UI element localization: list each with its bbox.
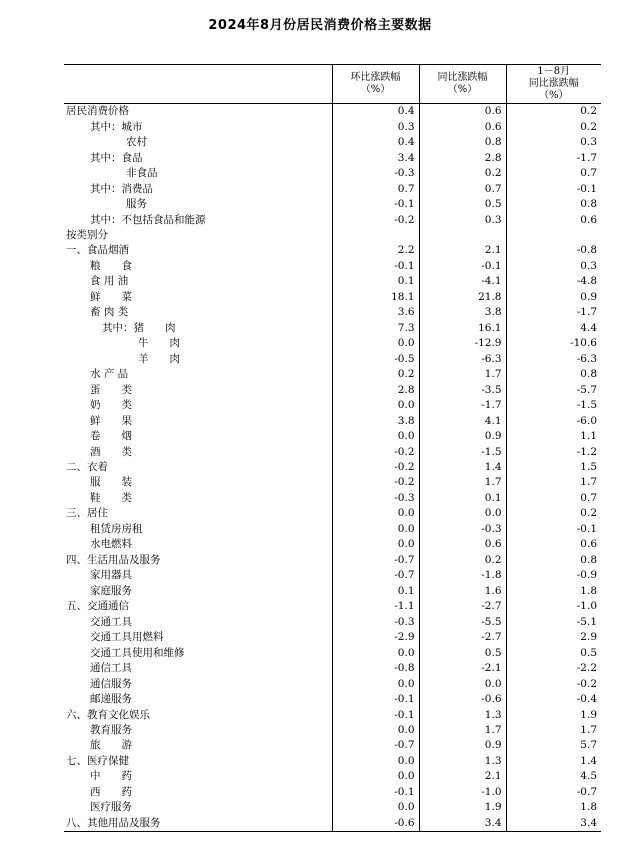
row-label: 粮 食: [64, 259, 332, 274]
month-on-month-value: 0.0: [332, 723, 419, 738]
row-label: 中 药: [64, 769, 332, 784]
month-on-month-value: 7.3: [332, 321, 419, 336]
table-row: [64, 212, 601, 227]
table-row: [64, 645, 601, 660]
month-on-month-value: -0.5: [332, 352, 419, 367]
row-label: 一、食品烟酒: [64, 243, 332, 258]
year-on-year-value: 2.1: [419, 243, 506, 258]
month-on-month-value: 2.2: [332, 243, 419, 258]
year-to-date-value: -0.9: [576, 569, 597, 582]
year-on-year-value: -1.8: [419, 568, 506, 583]
row-label: 奶 类: [64, 398, 332, 413]
page-title: 2024年8月份居民消费价格主要数据: [208, 18, 432, 33]
month-on-month-value: 0.0: [332, 429, 419, 444]
row-label: 非食品: [64, 166, 332, 181]
table-row: [64, 506, 601, 521]
row-label: 家庭服务: [64, 584, 332, 599]
month-on-month-value: 3.4: [332, 150, 419, 165]
year-on-year-value: 2.1: [419, 769, 506, 784]
row-label: 按类别分: [64, 228, 332, 243]
year-to-date-value: 1.4: [580, 754, 597, 767]
year-on-year-value: -5.5: [419, 614, 506, 629]
year-to-date-value: -0.8: [576, 244, 597, 257]
row-label: 旅 游: [64, 738, 332, 753]
year-to-date-value: 1.5: [580, 461, 597, 474]
row-label: 畜 肉 类: [64, 305, 332, 320]
year-to-date-value: -1.2: [576, 445, 597, 458]
year-on-year-value: -2.1: [419, 661, 506, 676]
year-on-year-value: -6.3: [419, 352, 506, 367]
year-on-year-value: 0.3: [419, 212, 506, 227]
year-on-year-value: 0.2: [419, 166, 506, 181]
header-ytd-line2: 同比涨跌幅: [528, 78, 579, 89]
year-on-year-value: 0.6: [419, 537, 506, 552]
month-on-month-value: 0.3: [332, 119, 419, 134]
row-label: 其中：猪 肉: [64, 321, 332, 336]
year-on-year-value: -1.0: [419, 785, 506, 800]
table-row: [64, 181, 601, 196]
table-row: [64, 553, 601, 568]
table-row: [64, 150, 601, 165]
table-row: [64, 661, 601, 676]
row-label: 其中：城市: [64, 119, 332, 134]
year-to-date-value: 1.8: [580, 801, 597, 814]
month-on-month-value: 0.0: [332, 506, 419, 521]
table-row: [64, 816, 601, 832]
month-on-month-value: [332, 228, 419, 243]
table-row: [64, 692, 601, 707]
header-yoy: [419, 65, 506, 104]
year-to-date-value: 0.2: [580, 507, 597, 520]
header-mom: [332, 65, 419, 104]
row-label: 三、居住: [64, 506, 332, 521]
year-on-year-value: 0.2: [419, 553, 506, 568]
table-row: [64, 135, 601, 150]
month-on-month-value: 0.1: [332, 584, 419, 599]
year-on-year-value: -0.3: [419, 522, 506, 537]
row-label: 食 用 油: [64, 274, 332, 289]
table-row: [64, 522, 601, 537]
year-on-year-value: 3.8: [419, 305, 506, 320]
table-row: [64, 228, 601, 243]
row-label: 教育服务: [64, 723, 332, 738]
row-label: 其中：食品: [64, 150, 332, 165]
month-on-month-value: 0.0: [332, 537, 419, 552]
year-on-year-value: 1.9: [419, 800, 506, 815]
year-to-date-value: -1.5: [576, 399, 597, 412]
year-to-date-value: 0.9: [580, 290, 597, 303]
table-row: [64, 460, 601, 475]
year-on-year-value: -0.1: [419, 259, 506, 274]
month-on-month-value: 0.2: [332, 367, 419, 382]
year-on-year-value: 0.0: [419, 676, 506, 691]
month-on-month-value: 3.8: [332, 413, 419, 428]
year-on-year-value: 16.1: [419, 321, 506, 336]
year-to-date-value: -6.0: [576, 414, 597, 427]
table-row: [64, 352, 601, 367]
year-on-year-value: 1.4: [419, 460, 506, 475]
row-label: 西 药: [64, 785, 332, 800]
month-on-month-value: 0.0: [332, 522, 419, 537]
row-label: 蛋 类: [64, 382, 332, 397]
table-body: [64, 104, 601, 832]
table-row: [64, 491, 601, 506]
month-on-month-value: -0.7: [332, 553, 419, 568]
row-label: 五、交通通信: [64, 599, 332, 614]
row-label: 鲜 菜: [64, 290, 332, 305]
year-to-date-value: [506, 228, 601, 243]
year-on-year-value: 1.7: [419, 367, 506, 382]
row-label: 医疗服务: [64, 800, 332, 815]
year-to-date-value: 3.4: [506, 816, 601, 832]
year-to-date-value: -5.7: [576, 383, 597, 396]
year-on-year-value: -1.5: [419, 444, 506, 459]
table-row: [64, 614, 601, 629]
year-to-date-value: -1.0: [576, 600, 597, 613]
row-label: 四、生活用品及服务: [64, 553, 332, 568]
table-row: [64, 723, 601, 738]
row-label: 七、医疗保健: [64, 754, 332, 769]
month-on-month-value: 3.6: [332, 305, 419, 320]
month-on-month-value: 0.0: [332, 800, 419, 815]
year-to-date-value: 0.7: [580, 491, 597, 504]
year-on-year-value: -12.9: [419, 336, 506, 351]
year-on-year-value: 0.6: [419, 104, 506, 120]
year-to-date-value: 0.6: [580, 213, 597, 226]
year-to-date-value: 4.4: [580, 321, 597, 334]
year-on-year-value: 4.1: [419, 413, 506, 428]
year-to-date-value: 0.6: [580, 538, 597, 551]
year-to-date-value: 5.7: [580, 739, 597, 752]
row-label: 家用器具: [64, 568, 332, 583]
header-ytd: [506, 65, 601, 104]
year-to-date-value: -5.1: [576, 615, 597, 628]
year-to-date-value: 0.8: [580, 553, 597, 566]
month-on-month-value: -0.1: [332, 692, 419, 707]
table-row: [64, 259, 601, 274]
year-on-year-value: 0.5: [419, 645, 506, 660]
row-label: 羊 肉: [64, 352, 332, 367]
table-row: [64, 630, 601, 645]
month-on-month-value: 0.7: [332, 181, 419, 196]
year-on-year-value: 0.6: [419, 119, 506, 134]
year-to-date-value: 1.7: [580, 476, 597, 489]
row-label: 其中：消费品: [64, 181, 332, 196]
table-row: [64, 104, 601, 120]
month-on-month-value: -0.7: [332, 568, 419, 583]
cpi-table: [64, 64, 601, 832]
header-item-column: [64, 65, 332, 104]
year-on-year-value: 0.7: [419, 181, 506, 196]
year-to-date-value: -0.2: [576, 677, 597, 690]
table-row: [64, 754, 601, 769]
year-to-date-value: -0.7: [576, 785, 597, 798]
table-row: [64, 382, 601, 397]
table-row: [64, 367, 601, 382]
month-on-month-value: -0.2: [332, 212, 419, 227]
year-to-date-value: 0.3: [580, 259, 597, 272]
table-row: [64, 243, 601, 258]
row-label: 牛 肉: [64, 336, 332, 351]
row-label: 交通工具用燃料: [64, 630, 332, 645]
row-label: 水 产 品: [64, 367, 332, 382]
year-to-date-value: -6.3: [576, 352, 597, 365]
row-label: 二、衣着: [64, 460, 332, 475]
year-to-date-value: 1.7: [580, 723, 597, 736]
year-on-year-value: 0.9: [419, 738, 506, 753]
year-to-date-value: 1.9: [580, 708, 597, 721]
month-on-month-value: -0.2: [332, 460, 419, 475]
header-yoy-line2: （%）: [447, 84, 478, 95]
table-row: [64, 599, 601, 614]
row-label: 交通工具: [64, 614, 332, 629]
month-on-month-value: 0.4: [332, 135, 419, 150]
table-row: [64, 785, 601, 800]
row-label: 八、其他用品及服务: [64, 816, 332, 832]
year-on-year-value: 0.5: [419, 197, 506, 212]
row-label: 服务: [64, 197, 332, 212]
year-on-year-value: 2.8: [419, 150, 506, 165]
month-on-month-value: 0.1: [332, 274, 419, 289]
year-on-year-value: 1.3: [419, 707, 506, 722]
year-to-date-value: -10.6: [570, 337, 597, 350]
month-on-month-value: -0.8: [332, 661, 419, 676]
year-to-date-value: 0.2: [580, 120, 597, 133]
table-row: [64, 413, 601, 428]
year-on-year-value: 0.8: [419, 135, 506, 150]
month-on-month-value: -1.1: [332, 599, 419, 614]
table-row: [64, 738, 601, 753]
month-on-month-value: 0.0: [332, 769, 419, 784]
table-row: [64, 769, 601, 784]
row-label: 交通工具使用和维修: [64, 645, 332, 660]
row-label: 鞋 类: [64, 491, 332, 506]
table-row: [64, 290, 601, 305]
month-on-month-value: -0.3: [332, 491, 419, 506]
row-label: 通信工具: [64, 661, 332, 676]
year-to-date-value: 0.8: [580, 198, 597, 211]
header-mom-line1: 环比涨跌幅: [350, 72, 401, 83]
month-on-month-value: -0.6: [332, 816, 419, 832]
year-to-date-value: 4.5: [580, 770, 597, 783]
table-row: [64, 336, 601, 351]
year-to-date-value: -0.1: [576, 522, 597, 535]
row-label: 其中：不包括食品和能源: [64, 212, 332, 227]
month-on-month-value: 0.0: [332, 336, 419, 351]
year-on-year-value: 3.4: [419, 816, 506, 832]
row-label: 居民消费价格: [64, 104, 332, 120]
table-row: [64, 475, 601, 490]
row-label: 农村: [64, 135, 332, 150]
year-to-date-value: 0.5: [580, 646, 597, 659]
table-row: [64, 537, 601, 552]
table-row: [64, 429, 601, 444]
row-label: 服 装: [64, 475, 332, 490]
month-on-month-value: -0.2: [332, 475, 419, 490]
month-on-month-value: -0.1: [332, 197, 419, 212]
table-row: [64, 398, 601, 413]
header-yoy-line1: 同比涨跌幅: [437, 72, 488, 83]
row-label: 邮递服务: [64, 692, 332, 707]
year-to-date-value: 1.8: [580, 584, 597, 597]
month-on-month-value: 2.8: [332, 382, 419, 397]
year-to-date-value: 0.8: [580, 368, 597, 381]
header-mom-line2: （%）: [360, 84, 391, 95]
year-on-year-value: 1.7: [419, 723, 506, 738]
table-row: [64, 166, 601, 181]
year-to-date-value: -4.8: [576, 275, 597, 288]
table-row: [64, 800, 601, 815]
month-on-month-value: 18.1: [332, 290, 419, 305]
row-label: 六、教育文化娱乐: [64, 707, 332, 722]
year-on-year-value: 21.8: [419, 290, 506, 305]
table-row: [64, 676, 601, 691]
table-row: [64, 274, 601, 289]
year-to-date-value: -0.1: [576, 182, 597, 195]
year-to-date-value: -1.7: [576, 151, 597, 164]
year-on-year-value: -1.7: [419, 398, 506, 413]
year-on-year-value: 0.9: [419, 429, 506, 444]
table-row: [64, 119, 601, 134]
table-row: [64, 707, 601, 722]
month-on-month-value: 0.0: [332, 645, 419, 660]
month-on-month-value: -2.9: [332, 630, 419, 645]
year-on-year-value: 0.0: [419, 506, 506, 521]
row-label: 通信服务: [64, 676, 332, 691]
year-on-year-value: 1.7: [419, 475, 506, 490]
month-on-month-value: -0.3: [332, 166, 419, 181]
year-to-date-value: -2.2: [576, 662, 597, 675]
year-on-year-value: -4.1: [419, 274, 506, 289]
year-on-year-value: -0.6: [419, 692, 506, 707]
year-on-year-value: -3.5: [419, 382, 506, 397]
row-label: 水电燃料: [64, 537, 332, 552]
year-on-year-value: 1.6: [419, 584, 506, 599]
row-label: 鲜 果: [64, 413, 332, 428]
year-to-date-value: 0.7: [580, 167, 597, 180]
year-on-year-value: [419, 228, 506, 243]
year-to-date-value: 0.2: [580, 105, 597, 118]
month-on-month-value: 0.4: [332, 104, 419, 120]
header-ytd-line1: 1－8月: [537, 66, 571, 77]
month-on-month-value: -0.7: [332, 738, 419, 753]
table-row: [64, 444, 601, 459]
year-to-date-value: 2.9: [580, 631, 597, 644]
month-on-month-value: -0.1: [332, 785, 419, 800]
header-ytd-line3: （%）: [538, 90, 569, 101]
table-row: [64, 197, 601, 212]
table-row: [64, 568, 601, 583]
table-header: [64, 65, 601, 104]
month-on-month-value: 0.0: [332, 398, 419, 413]
month-on-month-value: -0.3: [332, 614, 419, 629]
table-row: [64, 321, 601, 336]
month-on-month-value: 0.0: [332, 676, 419, 691]
month-on-month-value: -0.2: [332, 444, 419, 459]
month-on-month-value: 0.0: [332, 754, 419, 769]
month-on-month-value: -0.1: [332, 707, 419, 722]
year-on-year-value: 0.1: [419, 491, 506, 506]
year-on-year-value: -2.7: [419, 630, 506, 645]
year-to-date-value: -0.4: [576, 693, 597, 706]
year-to-date-value: 1.1: [580, 430, 597, 443]
year-to-date-value: -1.7: [576, 306, 597, 319]
year-on-year-value: 1.3: [419, 754, 506, 769]
month-on-month-value: -0.1: [332, 259, 419, 274]
year-to-date-value: 0.3: [580, 136, 597, 149]
row-label: 酒 类: [64, 444, 332, 459]
table-row: [64, 584, 601, 599]
row-label: 租赁房房租: [64, 522, 332, 537]
year-on-year-value: -2.7: [419, 599, 506, 614]
table-row: [64, 305, 601, 320]
row-label: 卷 烟: [64, 429, 332, 444]
